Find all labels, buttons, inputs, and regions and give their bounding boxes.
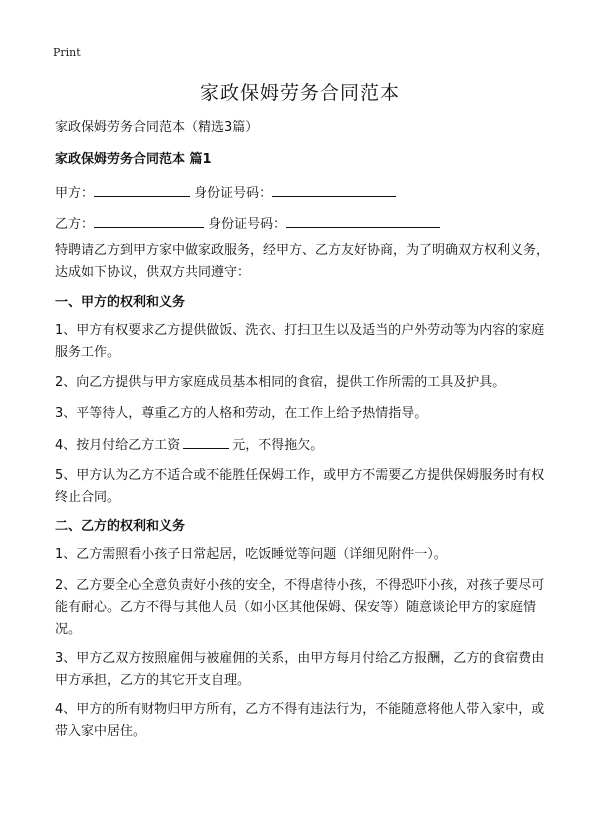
party-a-id-label: 身份证号码：: [194, 186, 273, 201]
section-b-item-4: 4、甲方的所有财物归甲方所有，乙方不得有违法行为，不能随意将他人带入家中，或带入家中居住。: [55, 702, 545, 739]
wage-prefix: 4、按月付给乙方工资: [55, 438, 181, 453]
section-b-item-1: 1、乙方需照看小孩子日常起居，吃饭睡觉等问题（详细见附件一）。: [55, 547, 447, 562]
intro-paragraph: 特聘请乙方到甲方家中做家政服务，经甲方、乙方友好协商，为了明确双方权利义务，达成如下协议，供双方共同遵守：: [55, 243, 550, 280]
section-a-item-4: [55, 434, 555, 457]
section-b-heading: 二、乙方的权利和义务: [55, 519, 186, 534]
print-label[interactable]: Print: [53, 46, 81, 59]
section-b-item-3: 3、甲方乙双方按照雇佣与被雇佣的关系，由甲方每月付给乙方报酬，乙方的食宿费由甲方承担，乙方的其它开支自理。: [55, 651, 545, 688]
party-b-id-blank: [286, 213, 440, 228]
document-subtitle: 家政保姆劳务合同范本（精选3篇）: [55, 120, 259, 135]
document-title: 家政保姆劳务合同范本: [199, 82, 400, 104]
section-a-item-5: 5、甲方认为乙方不适合或不能胜任保姆工作，或甲方不需要乙方提供保姆服务时有权终止合同。: [55, 468, 545, 505]
section-a-item-1: 1、甲方有权要求乙方提供做饭、洗衣、打扫卫生以及适当的户外劳动等为内容的家庭服务工作。: [55, 323, 545, 360]
section-a-heading: 一、甲方的权利和义务: [55, 295, 186, 310]
wage-amount-blank: [183, 434, 229, 449]
party-a-id-blank: [272, 182, 396, 197]
party-b-name-blank: [94, 213, 204, 228]
section-a-item-3: 3、平等待人，尊重乙方的人格和劳动，在工作上给予热情指导。: [55, 406, 428, 421]
section-b-item-2: 2、乙方要全心全意负责好小孩的安全，不得虐待小孩，不得恐吓小孩，对孩子要尽可能有耐心。乙方不得与其他人员（如小区其他保姆、保安等）随意谈论甲方的家庭情况。: [55, 578, 545, 637]
party-a-label: 甲方：: [55, 186, 95, 201]
wage-suffix: 元，不得拖欠。: [232, 438, 324, 453]
party-b-row: [55, 213, 440, 235]
party-a-row: [55, 182, 396, 204]
section-a-item-2: 2、向乙方提供与甲方家庭成员基本相同的食宿，提供工作所需的工具及护具。: [55, 375, 506, 390]
party-a-name-blank: [94, 182, 190, 197]
party-b-id-label: 身份证号码：: [208, 217, 287, 232]
party-b-label: 乙方：: [55, 217, 95, 232]
section-title: 家政保姆劳务合同范本 篇1: [55, 152, 212, 167]
